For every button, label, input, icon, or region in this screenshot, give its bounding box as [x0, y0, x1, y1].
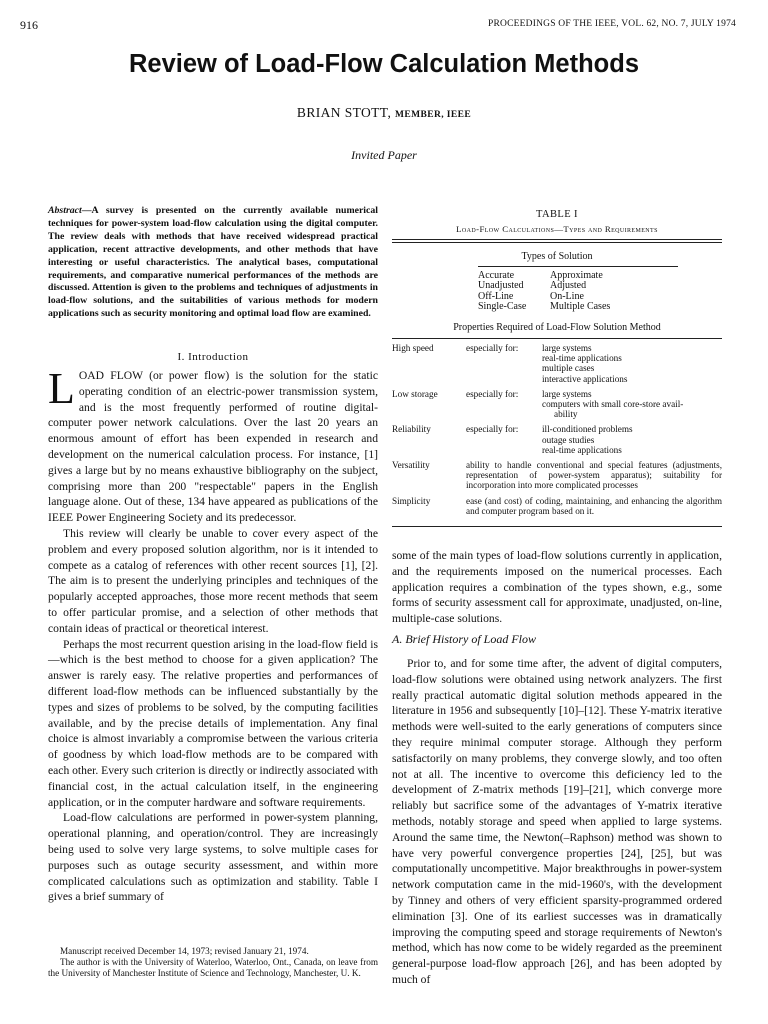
type-cell: On-Line [550, 290, 584, 302]
types-heading: Types of Solution [521, 251, 593, 262]
property-category: High speed [392, 343, 434, 353]
author-name: BRIAN STOTT, [296, 105, 392, 120]
type-cell: Accurate [478, 270, 515, 281]
author-affiliation: MEMBER, IEEE [395, 110, 472, 120]
paper-title: Review of Load-Flow Calculation Methods [128, 50, 640, 78]
properties-heading: Properties Required of Load-Flow Solution Method [453, 322, 661, 333]
dropcap: L [48, 364, 75, 413]
property-item: real-time applications [542, 353, 622, 364]
table-row [392, 496, 722, 516]
right-column-text [392, 548, 722, 627]
table-rule-top [392, 239, 722, 240]
history-body [392, 656, 722, 988]
table-row [392, 460, 722, 491]
intro-paragraph [48, 364, 378, 526]
properties-rule [392, 338, 722, 339]
intro-paragraph: Perhaps the most recurrent question arising in the load-flow field is—which is the best method to choose for a given application? The answer is rarely easy. The relative properties and performances of different load-flow methods can be influenced substantially by the types and sizes of problems to be solved, by the computing facilities available, and by the precise details of implementation. Any final choice is almost invariably a compromise between the various criteria of goodness by which load-flow methods are to be compared with each other. Every such criterion is directly or indirectly associated with financial cost, in the actual calculation itself, in the engineering application, or in the computer hardware and software requirements. [48, 637, 378, 809]
properties-table [392, 343, 722, 521]
property-item: interactive applications [542, 373, 628, 384]
table-row [392, 424, 722, 455]
property-item: outage studies [542, 434, 595, 445]
property-category: Simplicity [392, 495, 431, 506]
type-cell: Unadjusted [478, 280, 524, 292]
property-description: ease (and cost) of coding, maintaining, and enhancing the algorithm and computer program based on it. [466, 495, 722, 516]
property-item: computers with small core-store avail- [542, 399, 684, 410]
property-item: ill-conditioned problems [542, 424, 633, 435]
property-description: ability to handle conventional and special features (adjustments, representation of power-system apparatus); suitability for incorporation into more complicated processes [466, 460, 722, 491]
property-category: Versatility [392, 460, 430, 471]
introduction-body [48, 364, 378, 905]
footnote-affiliation: The author is with the University of Waterloo, Waterloo, Ont., Canada, on leave from the University of Manchester Institute of Science and Technology, Manchester, U. K. [48, 957, 378, 978]
table-number: TABLE I [536, 209, 578, 220]
footnote-received: Manuscript received December 14, 1973; revised January 21, 1974. [60, 946, 309, 956]
table-title: Load-Flow Calculations—Types and Requirements [456, 224, 658, 234]
property-category: Reliability [392, 424, 431, 435]
intro-paragraph: This review will clearly be unable to cover every aspect of the problem and every proposed solution algorithm, nor is it intended to compete as a catalog of references with other recent sources [1], [2]. The aim is to present the underlying principles and techniques of the popularly accepted approaches, those more recent methods that seem to offer particular promise, and a selection of other methods that contain ideas of practical or theoretical interest. [48, 526, 378, 635]
type-cell: Adjusted [550, 280, 587, 292]
types-rule [478, 266, 678, 267]
type-cell: Off-Line [478, 290, 514, 302]
table-row [392, 389, 722, 420]
property-item: ability [554, 409, 578, 420]
type-cell: Multiple Cases [550, 301, 611, 313]
property-qualifier: especially for: [466, 388, 519, 399]
property-qualifier: especially for: [466, 424, 519, 435]
table-row [392, 343, 722, 384]
abstract [48, 205, 378, 321]
table-rule-top-double [392, 242, 722, 243]
paper-type: Invited Paper [351, 148, 417, 162]
subsection-heading-history: A. Brief History of Load Flow [392, 632, 536, 646]
property-item: real-time applications [542, 444, 622, 455]
author-line [0, 105, 768, 121]
footnote [48, 946, 378, 979]
abstract-text: —A survey is presented on the currently available numerical techniques for power-system load-flow calculation using the digital computer. The review deals with methods that have received widespread practical application, recent attractive developments, and other methods that have interesting or useful characteristics. The analytical bases, computational requirements, and comparative numerical performances of the methods are discussed. Attention is given to the problems and techniques of adjustments in load-flow solutions, and the suitabilities of various methods for modern applications such as security monitoring and optimal load flow are examined. [48, 205, 378, 320]
property-qualifier: especially for: [466, 343, 519, 353]
page-number: 916 [20, 18, 38, 32]
abstract-lead: Abstract [48, 205, 82, 216]
property-category: Low storage [392, 388, 438, 399]
section-heading-introduction: I. Introduction [177, 351, 249, 363]
intro-paragraph-text: OAD FLOW (or power flow) is the solution for the static operating condition of an electric-power transmission system, and is the most frequently performed of routine digital-computer power network calculations. Over the last 20 years an enormous amount of effort has been expended in research and development on the numerical calculation process. For instance, [1] gives a large but by no means exhaustive bibliography on the subject, comprising more than 200 "respectable" papers in the English language alone. Out of these, 134 have appeared as publications of the IEEE Power Engineering Society and its predecessor. [48, 369, 378, 525]
continued-paragraph: some of the main types of load-flow solutions currently in application, and the requirements imposed on the numerical processes. Each application requires a combination of the types shown, e.g., some forms of security assessment call for approximate, unadjusted, on-line, multiple-case solutions. [392, 549, 722, 626]
types-grid [478, 271, 678, 313]
property-item: large systems [542, 388, 592, 399]
type-cell: Approximate [550, 270, 603, 281]
journal-header: PROCEEDINGS OF THE IEEE, VOL. 62, NO. 7, JULY 1974 [488, 19, 736, 29]
property-item: large systems [542, 343, 592, 353]
property-item: multiple cases [542, 363, 595, 374]
history-paragraph: Prior to, and for some time after, the advent of digital computers, load-flow solutions were obtained using network analyzers. The first really practical automatic digital solution methods appeared in the literature in 1956 and subsequently [10]–[12]. These Y-matrix iterative methods were well-suited to the early generations of computers since they require minimal computer storage. Although they perform satisfactorily on many problems, they converge slowly, and too often not at all. The incentive to overcome this deficiency led to the development of Z-matrix methods [19]–[21], which converge more reliably but sacrifice some of the advantages of Y-matrix iterative methods, notably storage and speed when applied to large systems. Around the same time, the Newton(–Raphson) method was shown to have very powerful convergence properties [24], [25], but was computationally uncompetitive. Major breakthroughs in power-system network computation came in the mid-1960's, with the development by Tinney and others of very efficient sparsity-programmed ordered elimination [3]. One of its earliest successes was in dramatically improving the computing speed and storage requirements of Newton's method, which has now come to be widely regarded as the preeminent general-purpose load-flow approach [26], and has been adopted by much of [392, 657, 722, 986]
intro-paragraph: Load-flow calculations are performed in power-system planning, operational planning, and operation/control. They are increasingly being used to solve very large systems, to solve multiple cases for purposes such as outage security assessment, and within more complicated calculations such as optimization and stability. Table I gives a brief summary of [48, 811, 378, 904]
type-cell: Single-Case [478, 301, 527, 313]
table-rule-bottom [392, 526, 722, 527]
